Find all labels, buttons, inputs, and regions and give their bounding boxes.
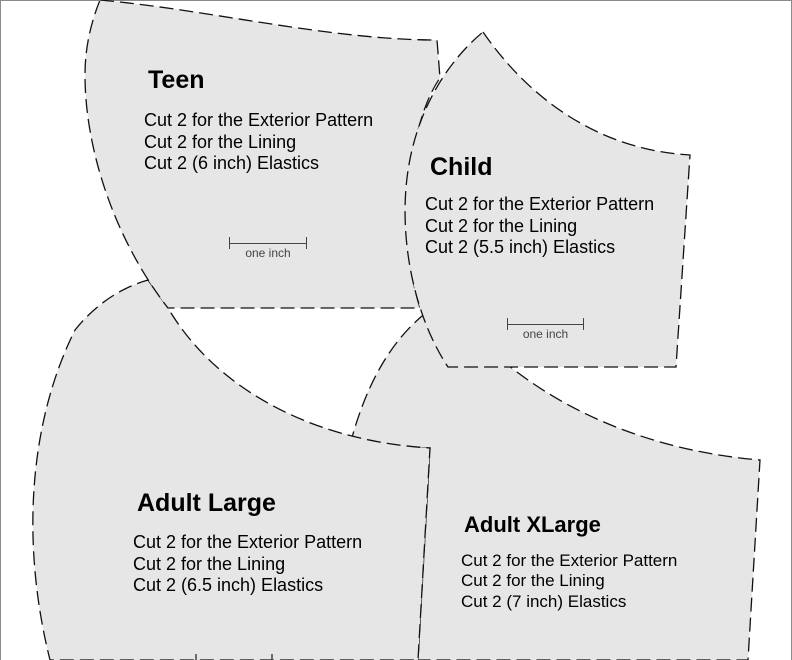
child-title: Child (430, 153, 493, 181)
child-instruction-line: Cut 2 for the Lining (425, 215, 578, 236)
child-instruction-line: Cut 2 (5.5 inch) Elastics (425, 237, 616, 258)
adult-xlarge-instruction-line: Cut 2 (7 inch) Elastics (461, 591, 627, 611)
teen-instruction-line: Cut 2 (6 inch) Elastics (144, 153, 320, 174)
adult-large-instruction-line: Cut 2 for the Exterior Pattern (133, 532, 363, 552)
teen-instructions (144, 110, 373, 175)
teen-one-inch-scale (229, 237, 307, 260)
teen-instruction-line: Cut 2 for the Exterior Pattern (144, 110, 374, 130)
adult-large-piece-shape (33, 280, 430, 660)
adult-xlarge-instruction-line: Cut 2 for the Exterior Pattern (461, 551, 678, 570)
child-one-inch-scale (507, 318, 584, 341)
adult-xlarge-title: Adult XLarge (464, 512, 601, 537)
adult-large-instruction-line: Cut 2 (6.5 inch) Elastics (133, 575, 324, 596)
adult-large-instruction-line: Cut 2 for the Lining (133, 553, 286, 574)
adult-large-title: Adult Large (137, 489, 276, 517)
adult-large-instructions (133, 532, 362, 597)
teen-scale-label: one inch (245, 246, 291, 260)
child-instructions (425, 194, 654, 259)
adult-xlarge-instructions (461, 551, 677, 612)
teen-instruction-line: Cut 2 for the Lining (144, 131, 297, 152)
adult-xlarge-instruction-line: Cut 2 for the Lining (461, 571, 605, 591)
child-scale-label: one inch (522, 327, 569, 341)
teen-title: Teen (148, 66, 205, 94)
child-instruction-line: Cut 2 for the Exterior Pattern (425, 194, 655, 214)
